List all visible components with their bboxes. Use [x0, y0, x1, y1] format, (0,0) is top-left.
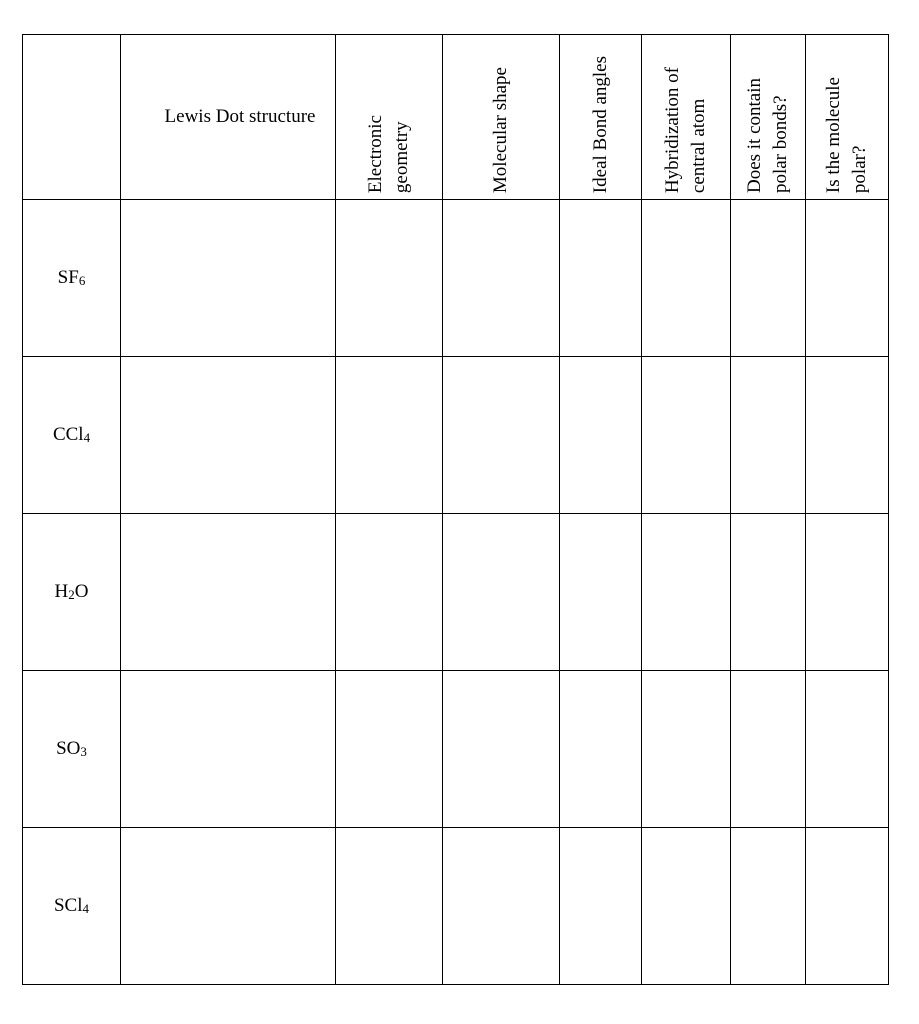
- cell-lewis-dot[interactable]: [121, 200, 336, 357]
- molecule-label: $H_2O$: [23, 514, 121, 671]
- cell-hybridization[interactable]: [642, 357, 731, 514]
- cell-molecular-shape[interactable]: [443, 357, 560, 514]
- cell-electronic-geometry[interactable]: [336, 200, 443, 357]
- cell-lewis-dot[interactable]: [121, 357, 336, 514]
- header-row: [23, 35, 889, 200]
- cell-polar-bonds[interactable]: [731, 200, 806, 357]
- cell-molecular-shape[interactable]: [443, 514, 560, 671]
- cell-polar-bonds[interactable]: [731, 357, 806, 514]
- cell-ideal-bond-angles[interactable]: [560, 357, 642, 514]
- header-hybridization-line1: Hybridization of: [662, 66, 683, 193]
- header-hybridization-line2: central atom: [688, 98, 709, 193]
- row-h2o: [23, 514, 889, 671]
- cell-hybridization[interactable]: [642, 200, 731, 357]
- cell-electronic-geometry[interactable]: [336, 357, 443, 514]
- cell-molecule-polar[interactable]: [806, 200, 889, 357]
- row-scl4: [23, 828, 889, 985]
- cell-polar-bonds[interactable]: [731, 514, 806, 671]
- header-polar-bonds-line2: polar bonds?: [770, 95, 791, 193]
- cell-molecular-shape[interactable]: [443, 200, 560, 357]
- row-sf6: [23, 200, 889, 357]
- header-ideal-bond-angles-line1: Ideal Bond angles: [589, 55, 611, 193]
- header-lewis-label: Lewis Dot structure: [164, 106, 316, 127]
- molecule-label: $SO_3$: [23, 671, 121, 828]
- cell-hybridization[interactable]: [642, 514, 731, 671]
- worksheet-table: [22, 34, 889, 985]
- cell-polar-bonds[interactable]: [731, 828, 806, 985]
- row-ccl4: [23, 357, 889, 514]
- cell-lewis-dot[interactable]: [121, 828, 336, 985]
- header-electronic-geometry-line2: geometry: [391, 121, 412, 193]
- header-molecule-polar: [806, 35, 889, 200]
- cell-molecular-shape[interactable]: [443, 671, 560, 828]
- cell-hybridization[interactable]: [642, 671, 731, 828]
- cell-molecular-shape[interactable]: [443, 828, 560, 985]
- cell-ideal-bond-angles[interactable]: [560, 671, 642, 828]
- header-molecular-shape-line1: Molecular shape: [490, 66, 511, 193]
- header-molecule-polar-line2: polar?: [849, 145, 870, 193]
- header-hybridization: [642, 35, 731, 200]
- header-lewis-dot-structure: [121, 35, 336, 200]
- cell-lewis-dot[interactable]: [121, 671, 336, 828]
- molecule-label: CCl$_4$: [23, 357, 121, 514]
- header-polar-bonds: [731, 35, 806, 200]
- header-ideal-bond-angles: [560, 35, 642, 200]
- header-electronic-geometry: [336, 35, 443, 200]
- row-so3: [23, 671, 889, 828]
- cell-ideal-bond-angles[interactable]: [560, 200, 642, 357]
- molecule-label: SCl$_4$: [23, 828, 121, 985]
- header-empty-cell: [23, 35, 121, 200]
- cell-hybridization[interactable]: [642, 828, 731, 985]
- molecule-label: $SF_6$: [23, 200, 121, 357]
- cell-lewis-dot[interactable]: [121, 514, 336, 671]
- header-polar-bonds-line1: Does it contain: [744, 77, 765, 193]
- cell-molecule-polar[interactable]: [806, 514, 889, 671]
- header-electronic-geometry-line1: Electronic: [365, 114, 386, 193]
- cell-molecule-polar[interactable]: [806, 828, 889, 985]
- cell-electronic-geometry[interactable]: [336, 671, 443, 828]
- cell-polar-bonds[interactable]: [731, 671, 806, 828]
- cell-molecule-polar[interactable]: [806, 671, 889, 828]
- cell-electronic-geometry[interactable]: [336, 514, 443, 671]
- cell-ideal-bond-angles[interactable]: [560, 828, 642, 985]
- header-molecule-polar-line1: Is the molecule: [823, 76, 844, 193]
- cell-electronic-geometry[interactable]: [336, 828, 443, 985]
- cell-molecule-polar[interactable]: [806, 357, 889, 514]
- cell-ideal-bond-angles[interactable]: [560, 514, 642, 671]
- header-molecular-shape: [443, 35, 560, 200]
